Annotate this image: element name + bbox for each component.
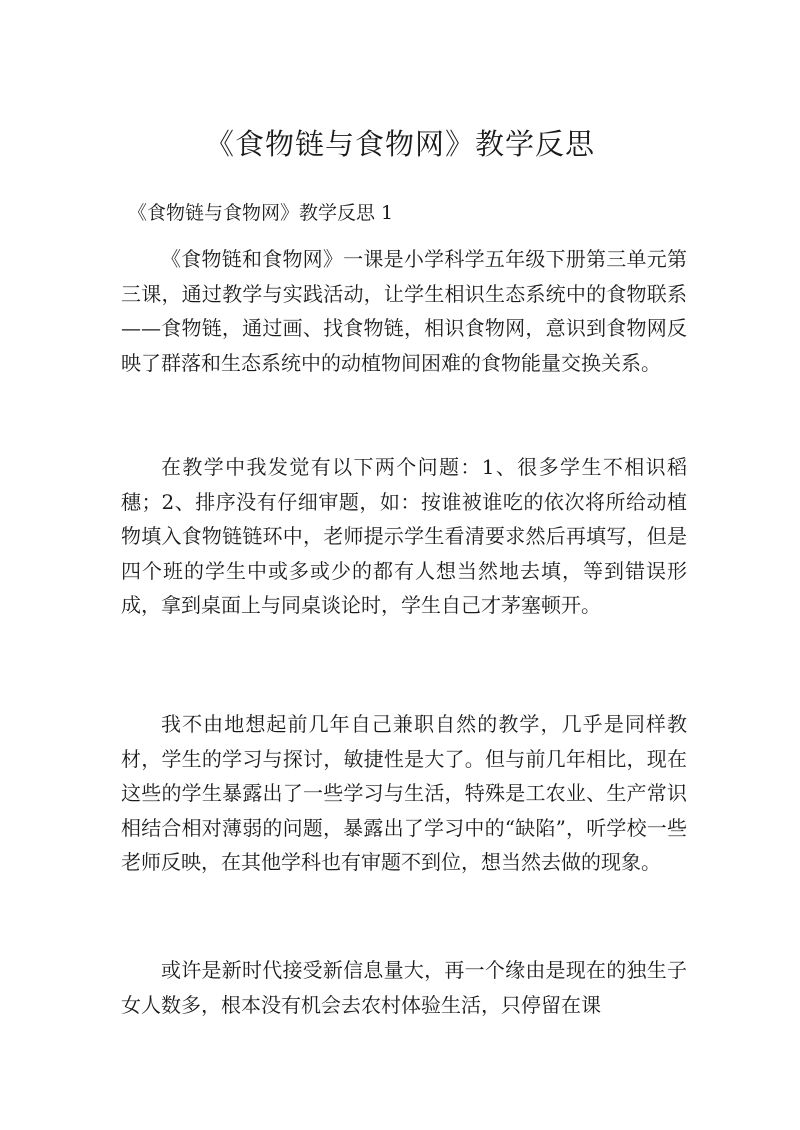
paragraph-2: 在教学中我发觉有以下两个问题：1、很多学生不相识稻穗；2、排序没有仔细审题，如：按谁被谁吃的依次将所给动植物填入食物链链环中，老师提示学生看清要求然后再填写，但是四个班的学生中或多或少的都有人想当然地去填，等到错误形成，拿到桌面上与同桌谈论时，学生自己才茅塞顿开。 (121, 455, 687, 618)
paragraph-3: 我不由地想起前几年自己兼职自然的教学，几乎是同样教材，学生的学习与探讨，敏捷性是大了。但与前几年相比，现在这些的学生暴露出了一些学习与生活，特殊是工农业、生产常识相结合相对薄弱的问题，暴露出了学习中的“缺陷”，听学校一些老师反映，在其他学科也有审题不到位，想当然去做的现象。 (121, 712, 687, 875)
paragraph-4: 或许是新时代接受新信息量大，再一个缘由是现在的独生子女人数多，根本没有机会去农村体验生活，只停留在课 (121, 958, 687, 1017)
document-title: 《食物链与食物网》教学反思 (204, 127, 595, 161)
paragraph-1: 《食物链和食物网》一课是小学科学五年级下册第三单元第三课，通过教学与实践活动，让学生相识生态系统中的食物联系——食物链，通过画、找食物链，相识食物网，意识到食物网反映了群落和生态系统中的动植物间困难的食物能量交换关系。 (121, 247, 687, 375)
section-heading: 《食物链与食物网》教学反思 1 (128, 202, 394, 224)
